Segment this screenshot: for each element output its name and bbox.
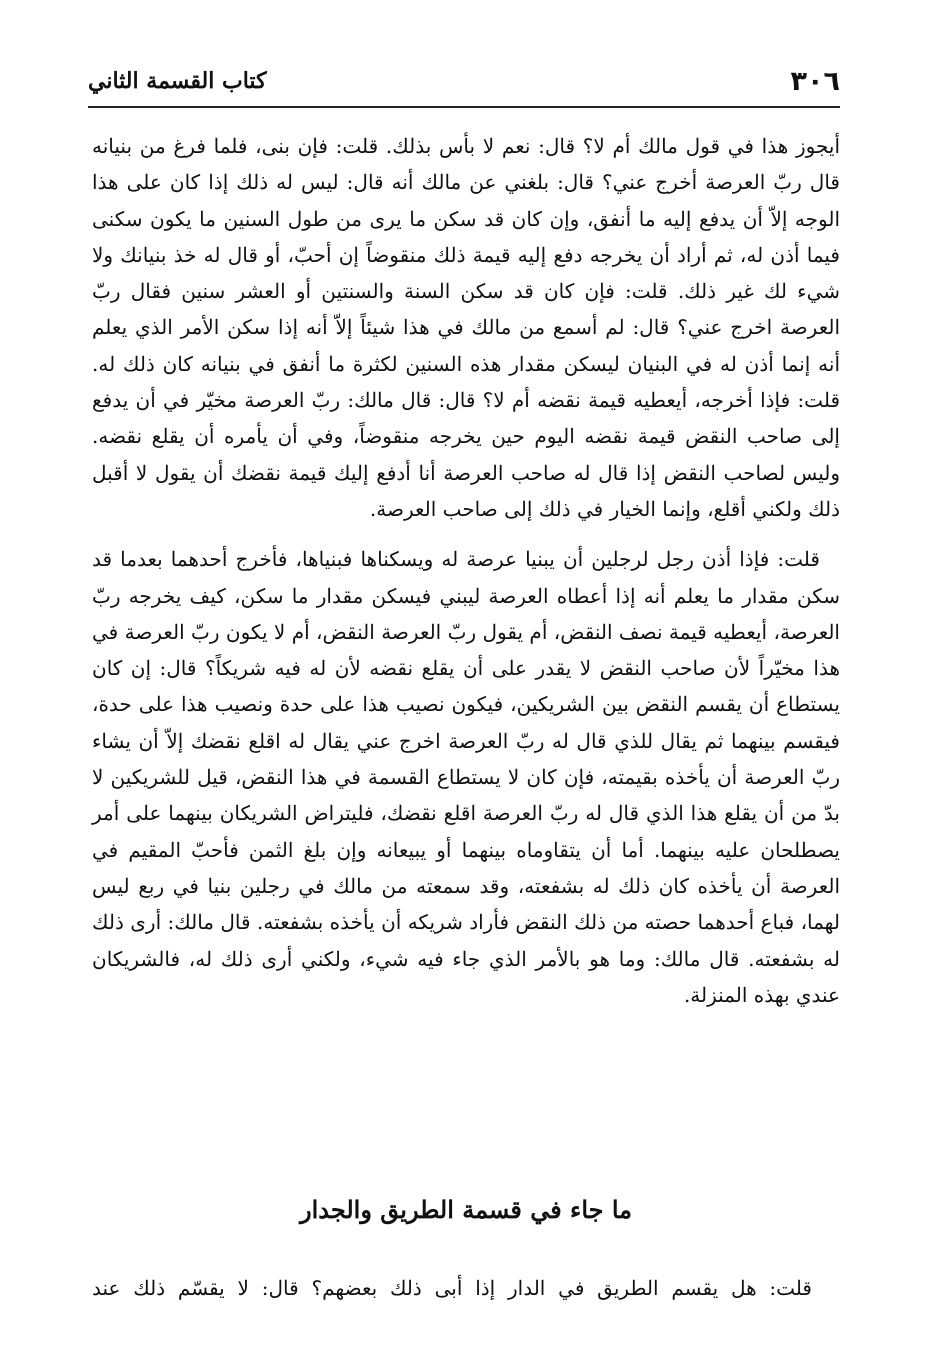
page-number: ٣٠٦ <box>790 66 840 97</box>
section-first-line: قلت: هل يقسم الطريق في الدار إذا أبى ذلك بعضهم؟ قال: لا يقسّم ذلك عند <box>92 1276 812 1300</box>
page-header <box>88 62 840 102</box>
paragraph: قلت: فإذا أذن رجل لرجلين أن يبنيا عرصة له ويسكناها فبنياها، فأخرج أحدهما بعدما قد سكن مقدار ما يعلم أنه إذا أعطاه العرصة ليبني فيسكن مقدار ما سكن، كيف يخرجه ربّ العرصة، أيعطيه قيمة نصف النقض، أم يقول ربّ العرصة النقض، أم لا يكون ربّ العرصة في هذا مخيّراً لأن صاحب النقض لا يقدر على أن يقلع نقضه لأن له فيه شريكاً؟ قال: إن كان يستطاع أن يقسم النقض بين الشريكين، فيكون نصيب هذا على حدة ونصيب هذا على حدة، فيقسم بينهما ثم يقال للذي قال له ربّ العرصة اخرج عني يقال له اقلع نقضك إلاّ أن يشاء ربّ العرصة أن يأخذه بقيمته، فإن كان لا يستطاع القسمة في هذا النقض، قيل للشريكين لا بدّ من أن يقلع هذا الذي قال له ربّ العرصة اقلع نقضك، فليتراض الشريكان بينهما على أمر يصطلحان عليه بينهما. أما أن يتقاوماه بينهما أو يبيعانه وإن بلغ الثمن فأحبّ المقيم في العرصة أن يأخذه كان ذلك له بشفعته، وقد سمعته من مالك في رجلين بنيا في ربع ليس لهما، فباع أحدهما حصته من ذلك النقض فأراد شريكه أن يأخذه بشفعته. قال مالك: أرى ذلك له بشفعته. قال مالك: وما هو بالأمر الذي جاء فيه شيء، ولكني أرى ذلك له، فالشريكان عندي بهذه المنزلة. <box>92 547 840 1007</box>
section-heading: ما جاء في قسمة الطريق والجدار <box>299 1195 632 1224</box>
page-body <box>92 128 840 1013</box>
header-rule <box>88 106 840 108</box>
running-title: كتاب القسمة الثاني <box>88 68 267 94</box>
paragraph: أيجوز هذا في قول مالك أم لا؟ قال: نعم لا بأس بذلك. قلت: فإن بنى، فلما فرغ من بنيانه قال ربّ العرصة أخرج عني؟ قال: بلغني عن مالك أنه قال: ليس له ذلك إذا كان على هذا الوجه إلاّ أن يدفع إليه ما أنفق، وإن كان قد سكن ما يرى من طول السنين ما يكون سكنى فيما أذن له، ثم أراد أن يخرجه دفع إليه قيمة ذلك منقوضاً إن أحبّ، أو قال له خذ بنيانك ولا شيء لك غير ذلك. قلت: فإن كان قد سكن السنة والسنتين أو العشر سنين فقال ربّ العرصة اخرج عني؟ قال: لم أسمع من مالك في هذا شيئاً إلاّ أنه إذا سكن الأمر الذي يعلم أنه إنما أذن له في البنيان ليسكن مقدار هذه السنين لكثرة ما أنفق في بنيانه كان ذلك له. قلت: فإذا أخرجه، أيعطيه قيمة نقضه أم لا؟ قال: قال مالك: ربّ العرصة مخيّر في أن يدفع إلى صاحب النقض قيمة نقضه اليوم حين يخرجه منقوضاً، وفي أن يأمره أن يقلع نقضه. وليس لصاحب النقض إذا قال له صاحب العرصة أنا أدفع إليك قيمة نقضك أن يقول لا أقبل ذلك ولكني أقلع، وإنما الخيار في ذلك إلى صاحب العرصة. <box>92 134 841 521</box>
